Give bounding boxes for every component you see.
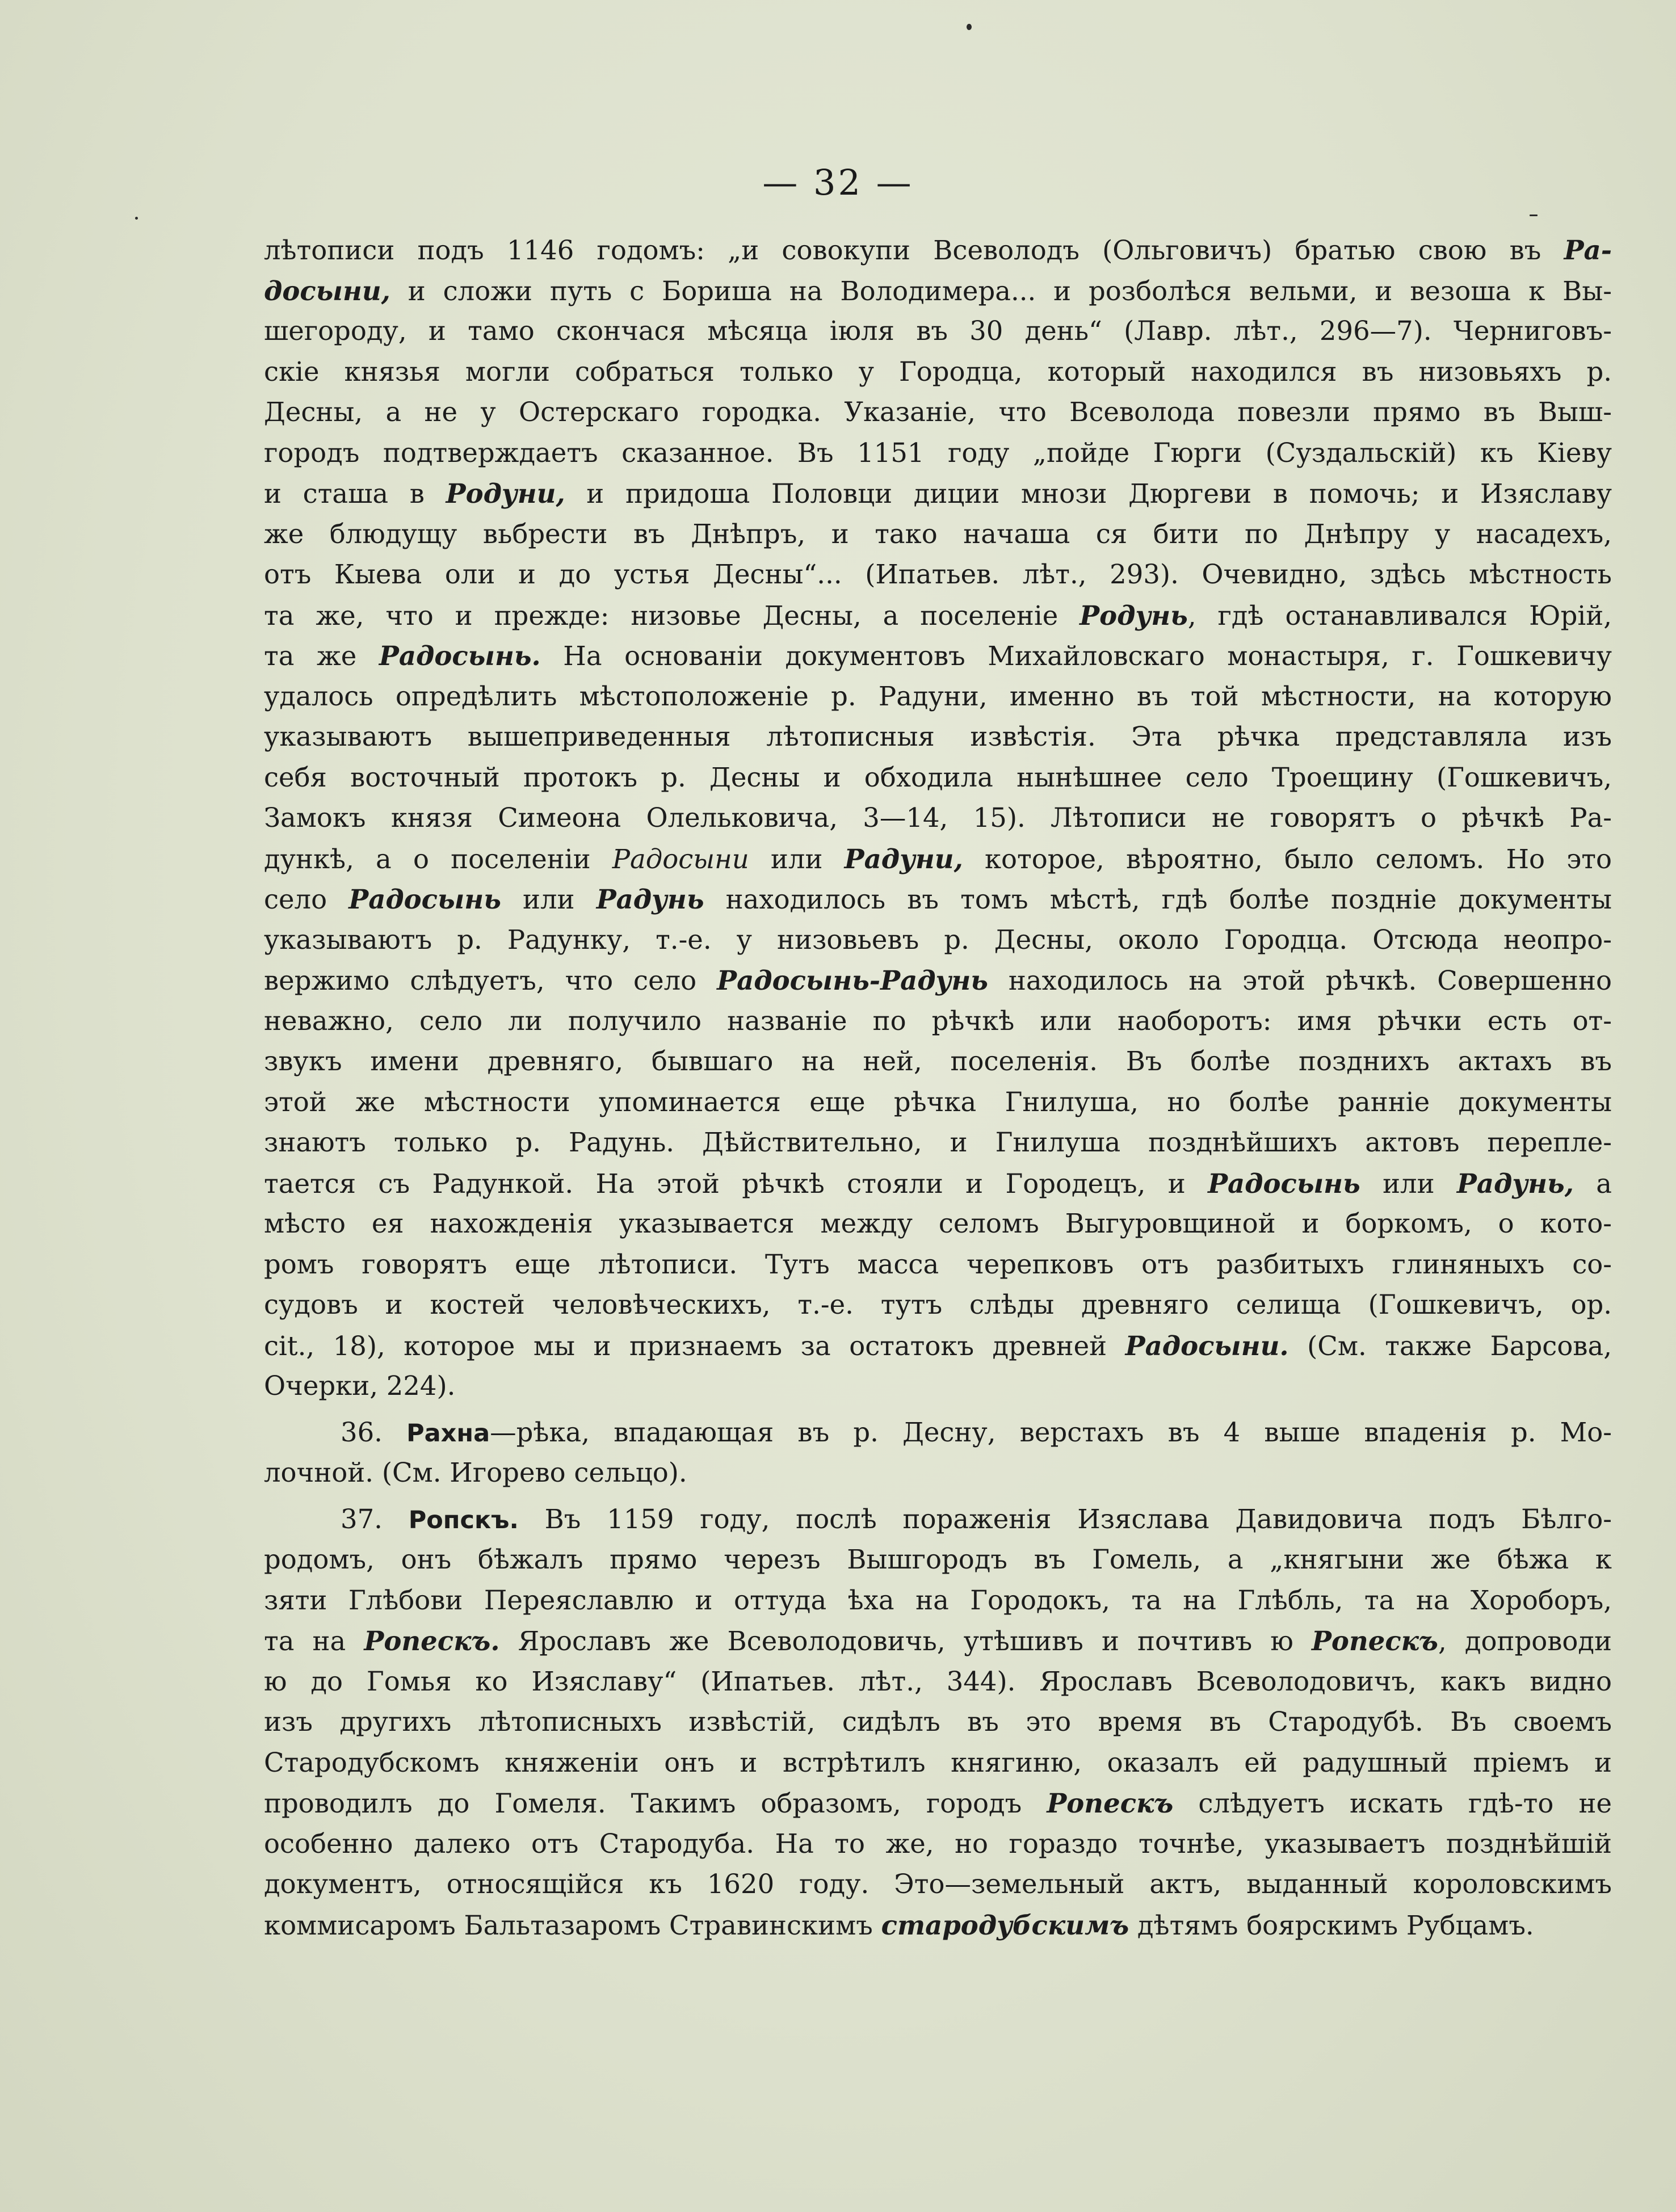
text-run: тается съ Радункой. На этой рѣчкѣ стояли и Городецъ, и <box>264 1168 1208 1199</box>
text-run: Стародубскомъ княженіи онъ и встрѣтилъ княгиню, оказалъ ей радушный пріемъ и <box>264 1747 1612 1778</box>
text-run: ромъ говорятъ еще лѣтописи. Тутъ масса черепковъ отъ разбитыхъ глиняныхъ со- <box>264 1248 1612 1280</box>
text-line <box>264 1499 1612 1540</box>
text-line <box>264 717 1612 758</box>
text-run: которое, вѣроятно, было селомъ. Но это <box>963 843 1612 874</box>
text-run: документъ, относящійся къ 1620 году. Это—земельный актъ, выданный короловскимъ <box>264 1869 1612 1899</box>
text-line <box>264 392 1612 433</box>
text-run: та на <box>264 1626 364 1656</box>
text-run: (См. также Барсова, <box>1288 1330 1612 1361</box>
text-run: слѣдуетъ искать гдѣ-то не <box>1173 1788 1612 1819</box>
text-run: указываютъ вышеприведенныя лѣтописныя извѣстія. Эта рѣчка представляла изъ <box>264 721 1612 752</box>
text-line <box>264 960 1612 1001</box>
text-line <box>264 1285 1612 1326</box>
paragraph-gap <box>264 1407 1612 1412</box>
emphasized-name: Родунь <box>1079 599 1188 631</box>
text-line <box>264 676 1612 717</box>
emphasized-name: стародубскимъ <box>881 1909 1129 1941</box>
text-run: , допроводи <box>1438 1626 1612 1656</box>
text-run: ю до Гомья ко Изяславу“ (Ипатьев. лѣт., 344). Ярославъ Всеволодовичъ, какъ видно <box>264 1666 1612 1697</box>
text-run: На основаніи документовъ Михайловскаго монастыря, г. Гошкевичу <box>540 641 1612 671</box>
emphasized-name: Ра- <box>1564 234 1612 266</box>
text-run: лочной. (См. Игорево сельцо). <box>264 1457 687 1488</box>
emphasized-name: Ропескъ <box>1047 1788 1174 1819</box>
emphasized-name: Ропескъ <box>1311 1625 1438 1656</box>
scan-speck <box>135 217 138 220</box>
scan-speck <box>967 24 972 30</box>
text-line <box>264 1412 1612 1453</box>
text-line <box>264 1580 1612 1621</box>
text-run: городъ подтверждаетъ сказанное. Въ 1151 году „пойде Гюрги (Суздальскій) къ Кіеву <box>264 437 1612 468</box>
text-run: дункѣ, а о поселеніи <box>264 843 612 874</box>
text-run: та же, что и прежде: низовье Десны, а поселеніе <box>264 600 1080 631</box>
text-run: cit., 18), которое мы и признаемъ за остатокъ древней <box>264 1330 1125 1361</box>
entry-heading: Ропскъ. <box>408 1505 519 1534</box>
emphasized-name: Радосынь <box>348 884 501 915</box>
text-line <box>264 1244 1612 1285</box>
text-line <box>264 636 1612 676</box>
text-line <box>264 839 1612 880</box>
text-run: Очерки, 224). <box>264 1370 456 1401</box>
text-run: мѣсто ея нахожденія указывается между селомъ Выгуровщиной и боркомъ, о кото- <box>264 1208 1612 1239</box>
text-run: 37. <box>341 1503 409 1534</box>
text-run: или <box>501 884 597 915</box>
text-run: Ярославъ же Всеволодовичь, утѣшивъ и почтивъ ю <box>499 1626 1312 1656</box>
text-line <box>264 1702 1612 1743</box>
text-run: судовъ и костей человѣческихъ, т.-е. тутъ слѣды древняго селища (Гошкевичъ, ор. <box>264 1289 1612 1320</box>
text-run: зяти Глѣбови Переяславлю и оттуда ѣха на Городокъ, та на Глѣбль, та на Хороборъ, <box>264 1584 1612 1616</box>
text-run: село <box>264 884 349 915</box>
text-run: же блюдущу вьбрести въ Днѣпръ, и тако начаша ся бити по Днѣпру у насадехъ, <box>264 518 1612 549</box>
text-line <box>264 230 1612 271</box>
text-line <box>264 595 1612 636</box>
text-run: или <box>1360 1168 1457 1199</box>
text-run: себя восточный протокъ р. Десны и обходила нынѣшнее село Троещину (Гошкевичъ, <box>264 762 1612 793</box>
text-line <box>264 1864 1612 1905</box>
text-run: та же <box>264 641 379 671</box>
text-run: вержимо слѣдуетъ, что село <box>264 965 717 996</box>
text-line <box>264 798 1612 839</box>
text-line <box>264 1621 1612 1662</box>
text-run: отъ Кыева оли и до устья Десны“... (Ипатьев. лѣт., 293). Очевидно, здѣсь мѣстность <box>264 559 1612 590</box>
text-line <box>264 1001 1612 1042</box>
text-run: и придоша Половци диции мнози Дюргеви в помочь; и Изяславу <box>565 478 1612 509</box>
text-run: Въ 1159 году, послѣ пораженія Изяслава Давидовича подъ Бѣлго- <box>518 1503 1612 1534</box>
text-line <box>264 1824 1612 1865</box>
text-line <box>264 1366 1612 1407</box>
text-line <box>264 1122 1612 1163</box>
emphasized-name: Радуни, <box>844 843 963 874</box>
text-run: находилось на этой рѣчкѣ. Совершенно <box>988 965 1612 996</box>
text-line <box>264 311 1612 352</box>
text-run: находилось въ томъ мѣстѣ, гдѣ болѣе поздніе документы <box>704 884 1612 915</box>
text-run: неважно, село ли получило названіе по рѣчкѣ или наоборотъ: имя рѣчки есть от- <box>264 1005 1612 1036</box>
text-line <box>264 352 1612 393</box>
emphasized-name: Радосынь-Радунь <box>717 965 988 996</box>
emphasized-name: Радосыни. <box>1125 1330 1289 1361</box>
text-line <box>264 1204 1612 1244</box>
text-line <box>264 1662 1612 1702</box>
text-line <box>264 514 1612 555</box>
emphasized-name: Родуни, <box>446 478 565 509</box>
text-run: проводилъ до Гомеля. Такимъ образомъ, городъ <box>264 1788 1047 1819</box>
text-run: скіе князья могли собраться только у Городца, который находился въ низовьяхъ р. <box>264 356 1612 387</box>
text-run: лѣтописи подъ 1146 годомъ: „и совокупи Всеволодъ (Ольговичъ) братью свою въ <box>264 235 1564 266</box>
emphasized-name: Радосынь <box>1208 1167 1360 1199</box>
entry-heading: Рахна <box>406 1419 490 1448</box>
text-run: удалось опредѣлить мѣстоположеніе р. Радуни, именно въ той мѣстности, на которую <box>264 680 1612 712</box>
emphasized-name: Радосыни <box>612 843 749 874</box>
text-line <box>264 1041 1612 1082</box>
text-run: Десны, а не у Остерскаго городка. Указаніе, что Всеволода повезли прямо въ Выш- <box>264 397 1612 427</box>
text-run: шегороду, и тамо скончася мѣсяца іюля въ 30 день“ (Лавр. лѣт., 296—7). Черниговъ- <box>264 316 1612 346</box>
emphasized-name: Ропескъ. <box>364 1625 500 1656</box>
text-line <box>264 1082 1612 1123</box>
text-line <box>264 920 1612 961</box>
scan-speck <box>1530 215 1538 216</box>
emphasized-name: Радосынь. <box>379 640 541 671</box>
text-line <box>264 433 1612 474</box>
text-line <box>264 758 1612 798</box>
text-run: коммисаромъ Бальтазаромъ Стравинскимъ <box>264 1910 881 1941</box>
paragraph-gap <box>264 1494 1612 1499</box>
text-line <box>264 554 1612 595</box>
text-run: —рѣка, впадающая въ р. Десну, верстахъ въ 4 выше впаденія р. Мо- <box>490 1416 1612 1448</box>
text-run: Замокъ князя Симеона Олельковича, 3—14, 15). Лѣтописи не говорятъ о рѣчкѣ Ра- <box>264 802 1612 833</box>
text-run: и сташа в <box>264 478 446 509</box>
emphasized-name: Радунь <box>596 884 704 915</box>
text-run: этой же мѣстности упоминается еще рѣчка Гнилуша, но болѣе ранніе документы <box>264 1086 1612 1117</box>
text-line <box>264 1905 1612 1946</box>
text-run: , гдѣ останавливался Юрій, <box>1187 600 1612 631</box>
text-line <box>264 1453 1612 1494</box>
text-run: а <box>1573 1168 1612 1199</box>
text-line <box>264 473 1612 514</box>
emphasized-name: Радунь, <box>1456 1167 1574 1199</box>
emphasized-name: досыни, <box>264 275 390 306</box>
text-run: 36. <box>341 1416 407 1448</box>
text-line <box>264 879 1612 920</box>
text-line <box>264 1540 1612 1580</box>
page-number: — 32 — <box>762 162 914 203</box>
text-run: указываютъ р. Радунку, т.-е. у низовьевъ р. Десны, около Городца. Отсюда неопро- <box>264 924 1612 955</box>
text-run: звукъ имени древняго, бывшаго на ней, поселенія. Въ болѣе позднихъ актахъ въ <box>264 1046 1612 1076</box>
text-line <box>264 1163 1612 1204</box>
text-run: изъ другихъ лѣтописныхъ извѣстій, сидѣлъ въ это время въ Стародубѣ. Въ своемъ <box>264 1706 1612 1737</box>
text-run: или <box>749 843 845 874</box>
text-run: родомъ, онъ бѣжалъ прямо черезъ Вышгородъ въ Гомель, а „княгыни же бѣжа к <box>264 1544 1612 1575</box>
text-line <box>264 271 1612 312</box>
text-run: знаютъ только р. Радунь. Дѣйствительно, и Гнилуша позднѣйшихъ актовъ перепле- <box>264 1127 1612 1158</box>
text-line <box>264 1783 1612 1824</box>
text-run: и сложи путь с Боришa на Володимера... и розболѣся вельми, и везоша к Вы- <box>390 275 1612 306</box>
text-run: дѣтямъ боярскимъ Рубцамъ. <box>1129 1910 1534 1941</box>
text-line <box>264 1743 1612 1784</box>
text-line <box>264 1326 1612 1366</box>
body-text <box>264 230 1612 1945</box>
text-run: особенно далеко отъ Стародуба. На то же, но гораздо точнѣе, указываетъ позднѣйшій <box>264 1828 1612 1859</box>
